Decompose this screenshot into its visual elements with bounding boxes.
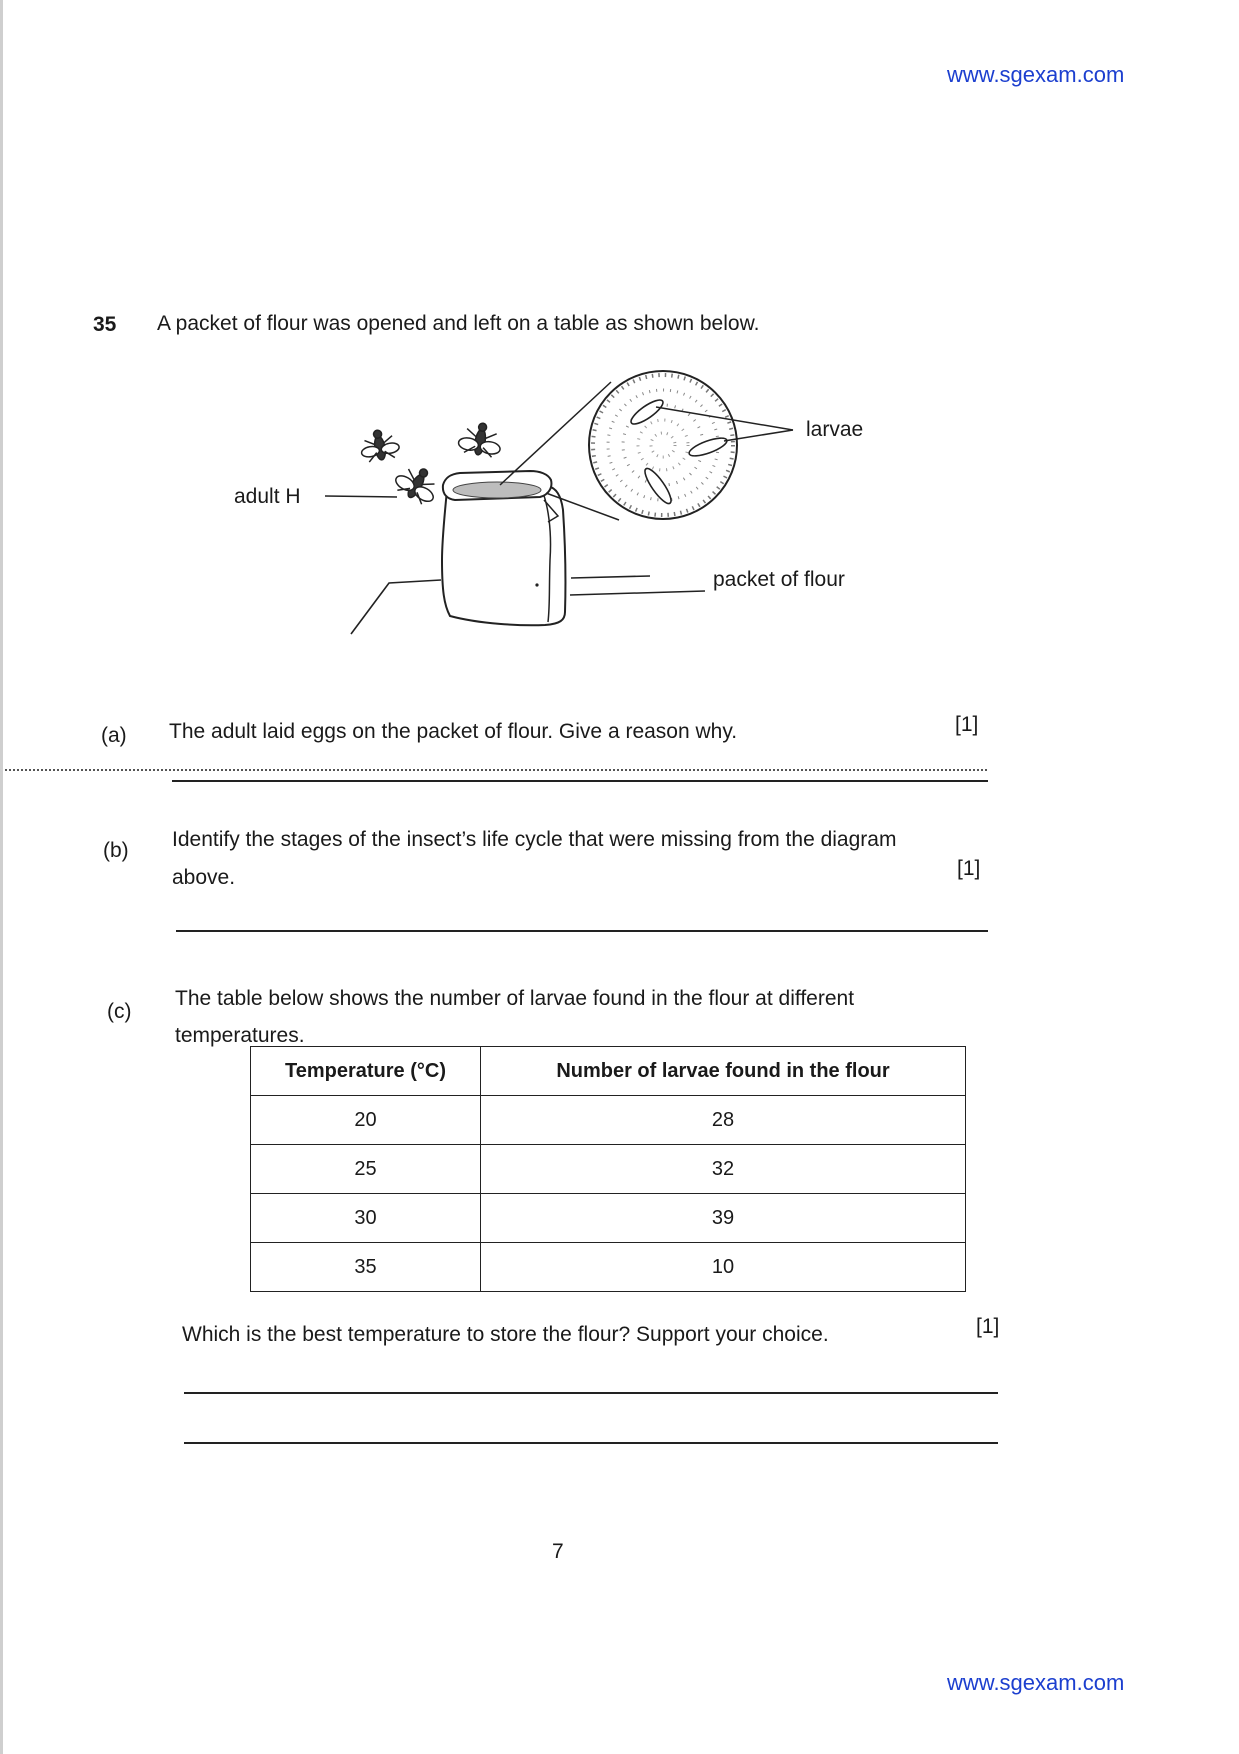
header-url[interactable]: www.sgexam.com [947,62,1125,87]
label-adult-h: adult H [234,485,301,508]
part-b-text-line2: above. [172,866,236,889]
part-c-answer-line-2[interactable] [184,1442,998,1444]
table-row [251,1243,966,1292]
part-a-marks: [1] [955,713,979,736]
part-c-text-line1: The table below shows the number of larvae found in the flour at different [175,987,855,1010]
part-c-label: (c) [107,1000,132,1023]
larvae-temperature-table [250,1046,966,1292]
page-number: 7 [552,1540,564,1563]
label-larvae: larvae [806,418,864,441]
part-c-question: Which is the best temperature to store the flour? Support your choice. [182,1323,829,1346]
part-c-marks: [1] [976,1315,1000,1338]
table-row [251,1096,966,1145]
table-row [251,1194,966,1243]
flour-diagram [0,0,1239,700]
cell-larvae-count: 32 [481,1145,966,1194]
cell-temperature: 35 [251,1243,481,1292]
question-stem: A packet of flour was opened and left on a table as shown below. [157,312,760,335]
cell-temperature: 30 [251,1194,481,1243]
part-b-text-line1: Identify the stages of the insect’s life cycle that were missing from the diagram [172,828,897,851]
label-packet-of-flour: packet of flour [713,568,845,591]
cell-larvae-count: 28 [481,1096,966,1145]
header-temperature: Temperature (°C) [251,1047,481,1096]
table-row [251,1145,966,1194]
cell-temperature: 20 [251,1096,481,1145]
part-c-answer-line-1[interactable] [184,1392,998,1394]
question-number: 35 [93,313,117,336]
part-b-label: (b) [103,839,129,862]
table-header-row [251,1047,966,1096]
footer-url[interactable]: www.sgexam.com [947,1670,1125,1695]
cell-temperature: 25 [251,1145,481,1194]
part-a-text: The adult laid eggs on the packet of flour. Give a reason why. [169,720,738,743]
part-b-answer-line[interactable] [176,930,988,932]
header-larvae-count: Number of larvae found in the flour [481,1047,966,1096]
cell-larvae-count: 39 [481,1194,966,1243]
part-a-answer-line[interactable] [172,780,988,782]
cell-larvae-count: 10 [481,1243,966,1292]
part-a-label: (a) [101,724,127,747]
flour-packet [442,471,565,625]
part-c-text-line2: temperatures. [175,1024,305,1047]
magnified-flour [589,371,737,519]
adult-pointer [325,496,397,497]
dotted-line [5,769,987,771]
packet-pointer [570,591,705,595]
part-b-marks: [1] [957,857,981,880]
